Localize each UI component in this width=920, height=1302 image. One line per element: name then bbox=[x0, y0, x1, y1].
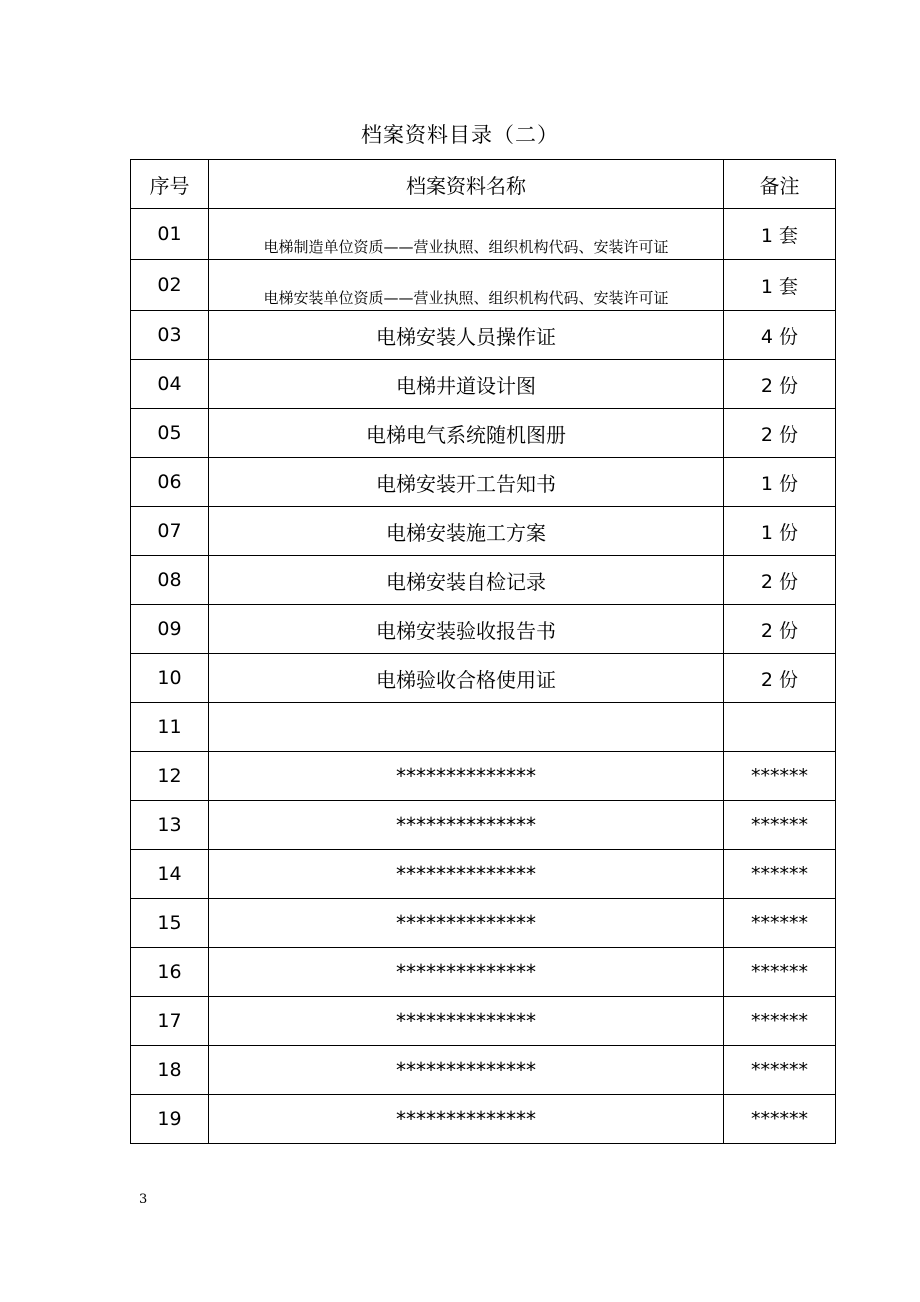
row-name: ************** bbox=[209, 752, 724, 801]
table-row bbox=[131, 507, 836, 556]
row-no: 11 bbox=[131, 703, 209, 752]
row-note: 2 份 bbox=[724, 654, 836, 703]
table-header-row bbox=[131, 160, 836, 209]
row-note: ****** bbox=[724, 948, 836, 997]
table-row bbox=[131, 703, 836, 752]
row-note: 2 份 bbox=[724, 409, 836, 458]
row-name: 电梯电气系统随机图册 bbox=[209, 409, 724, 458]
row-note: 1 份 bbox=[724, 507, 836, 556]
table-row bbox=[131, 605, 836, 654]
row-note: 2 份 bbox=[724, 556, 836, 605]
row-note: 2 份 bbox=[724, 360, 836, 409]
row-name: 电梯安装施工方案 bbox=[209, 507, 724, 556]
header-name: 档案资料名称 bbox=[209, 160, 724, 209]
row-name: 电梯安装单位资质——营业执照、组织机构代码、安装许可证 bbox=[209, 260, 724, 311]
row-note bbox=[724, 703, 836, 752]
row-no: 09 bbox=[131, 605, 209, 654]
row-name: ************** bbox=[209, 997, 724, 1046]
table-row bbox=[131, 850, 836, 899]
row-name: ************** bbox=[209, 899, 724, 948]
row-name: 电梯安装开工告知书 bbox=[209, 458, 724, 507]
row-name: 电梯安装人员操作证 bbox=[209, 311, 724, 360]
row-no: 15 bbox=[131, 899, 209, 948]
row-note: 1 份 bbox=[724, 458, 836, 507]
row-name: ************** bbox=[209, 1046, 724, 1095]
row-no: 16 bbox=[131, 948, 209, 997]
table-row bbox=[131, 1095, 836, 1144]
header-no: 序号 bbox=[131, 160, 209, 209]
row-no: 12 bbox=[131, 752, 209, 801]
row-note: 1 套 bbox=[724, 209, 836, 260]
row-name: 电梯安装验收报告书 bbox=[209, 605, 724, 654]
archive-catalog-table bbox=[130, 159, 836, 1144]
row-name: ************** bbox=[209, 850, 724, 899]
table-row bbox=[131, 311, 836, 360]
table-row bbox=[131, 409, 836, 458]
row-name: 电梯制造单位资质——营业执照、组织机构代码、安装许可证 bbox=[209, 209, 724, 260]
table-row bbox=[131, 948, 836, 997]
row-note: ****** bbox=[724, 1095, 836, 1144]
row-name: 电梯井道设计图 bbox=[209, 360, 724, 409]
row-no: 19 bbox=[131, 1095, 209, 1144]
row-note: 1 套 bbox=[724, 260, 836, 311]
row-note: ****** bbox=[724, 850, 836, 899]
table-row bbox=[131, 899, 836, 948]
table-row bbox=[131, 260, 836, 311]
row-name: ************** bbox=[209, 948, 724, 997]
table-row bbox=[131, 801, 836, 850]
row-no: 06 bbox=[131, 458, 209, 507]
table-row bbox=[131, 209, 836, 260]
row-no: 04 bbox=[131, 360, 209, 409]
row-no: 05 bbox=[131, 409, 209, 458]
row-no: 01 bbox=[131, 209, 209, 260]
page-title: 档案资料目录（二） bbox=[361, 123, 559, 147]
row-no: 18 bbox=[131, 1046, 209, 1095]
row-name: ************** bbox=[209, 1095, 724, 1144]
table-row bbox=[131, 1046, 836, 1095]
row-name: 电梯安装自检记录 bbox=[209, 556, 724, 605]
row-note: ****** bbox=[724, 1046, 836, 1095]
row-no: 10 bbox=[131, 654, 209, 703]
table-row bbox=[131, 752, 836, 801]
table-row bbox=[131, 458, 836, 507]
row-name bbox=[209, 703, 724, 752]
row-no: 17 bbox=[131, 997, 209, 1046]
row-note: ****** bbox=[724, 997, 836, 1046]
row-note: ****** bbox=[724, 752, 836, 801]
row-no: 02 bbox=[131, 260, 209, 311]
table-row bbox=[131, 654, 836, 703]
row-note: 2 份 bbox=[724, 605, 836, 654]
page-number: 3 bbox=[139, 1192, 148, 1207]
row-no: 07 bbox=[131, 507, 209, 556]
row-no: 13 bbox=[131, 801, 209, 850]
header-note: 备注 bbox=[724, 160, 836, 209]
row-name: ************** bbox=[209, 801, 724, 850]
table-row bbox=[131, 360, 836, 409]
row-no: 03 bbox=[131, 311, 209, 360]
row-no: 08 bbox=[131, 556, 209, 605]
table-row bbox=[131, 997, 836, 1046]
row-name: 电梯验收合格使用证 bbox=[209, 654, 724, 703]
row-note: ****** bbox=[724, 899, 836, 948]
row-note: 4 份 bbox=[724, 311, 836, 360]
table-row bbox=[131, 556, 836, 605]
row-no: 14 bbox=[131, 850, 209, 899]
row-note: ****** bbox=[724, 801, 836, 850]
